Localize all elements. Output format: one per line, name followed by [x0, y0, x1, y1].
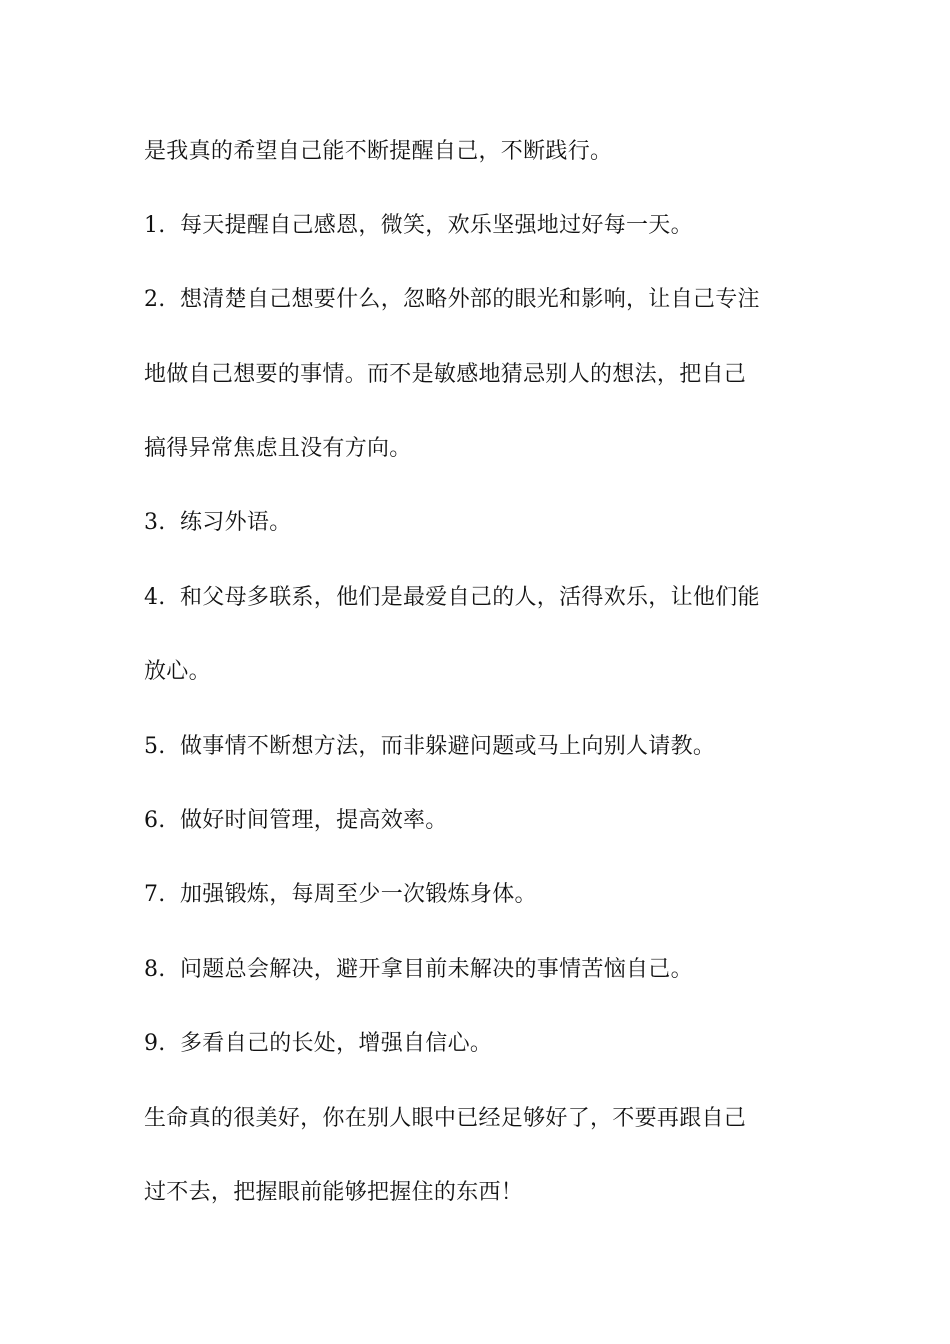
- item-text: 做好时间管理，提高效率。: [180, 808, 448, 833]
- list-item-3: [144, 508, 824, 538]
- item-text: 做事情不断想方法，而非躲避问题或马上向别人请教。: [180, 734, 716, 759]
- item-text: 问题总会解决，避开拿目前未解决的事情苦恼自己。: [180, 957, 693, 982]
- item-text: 练习外语。: [180, 510, 292, 535]
- list-item-4-continued: [144, 657, 824, 687]
- closing-text: 过不去，把握眼前能够把握住的东西！: [144, 1180, 524, 1205]
- list-item-4: [144, 583, 824, 613]
- item-text: 每天提醒自己感恩，微笑，欢乐坚强地过好每一天。: [180, 213, 693, 238]
- item-number: 3.: [144, 510, 166, 535]
- list-item-2-continued: [144, 360, 824, 390]
- item-text: 多看自己的长处，增强自信心。: [180, 1031, 493, 1056]
- intro-text: 是我真的希望自己能不断提醒自己，不断践行。: [144, 139, 613, 164]
- item-number: 5.: [144, 734, 166, 759]
- closing-line-continued: [144, 1178, 824, 1208]
- list-item-8: [144, 955, 824, 985]
- item-text: 想清楚自己想要什么，忽略外部的眼光和影响，让自己专注: [180, 287, 760, 312]
- item-text: 放心。: [144, 659, 211, 684]
- closing-text: 生命真的很美好，你在别人眼中已经足够好了，不要再跟自己: [144, 1106, 747, 1131]
- item-text: 搞得异常焦虑且没有方向。: [144, 436, 412, 461]
- item-number: 2.: [144, 287, 166, 312]
- item-number: 1.: [144, 213, 166, 238]
- closing-line: [144, 1104, 824, 1134]
- intro-line: [144, 137, 824, 167]
- list-item-1: [144, 211, 824, 241]
- list-item-2: [144, 285, 824, 315]
- item-number: 8.: [144, 957, 166, 982]
- item-number: 9.: [144, 1031, 166, 1056]
- item-text: 和父母多联系，他们是最爱自己的人，活得欢乐，让他们能: [180, 585, 760, 610]
- list-item-7: [144, 880, 824, 910]
- list-item-6: [144, 806, 824, 836]
- item-text: 加强锻炼，每周至少一次锻炼身体。: [180, 882, 537, 907]
- item-number: 7.: [144, 882, 166, 907]
- item-number: 4.: [144, 585, 166, 610]
- item-text: 地做自己想要的事情。而不是敏感地猜忌别人的想法，把自己: [144, 362, 747, 387]
- list-item-2-continued: [144, 434, 824, 464]
- list-item-5: [144, 732, 824, 762]
- list-item-9: [144, 1029, 824, 1059]
- item-number: 6.: [144, 808, 166, 833]
